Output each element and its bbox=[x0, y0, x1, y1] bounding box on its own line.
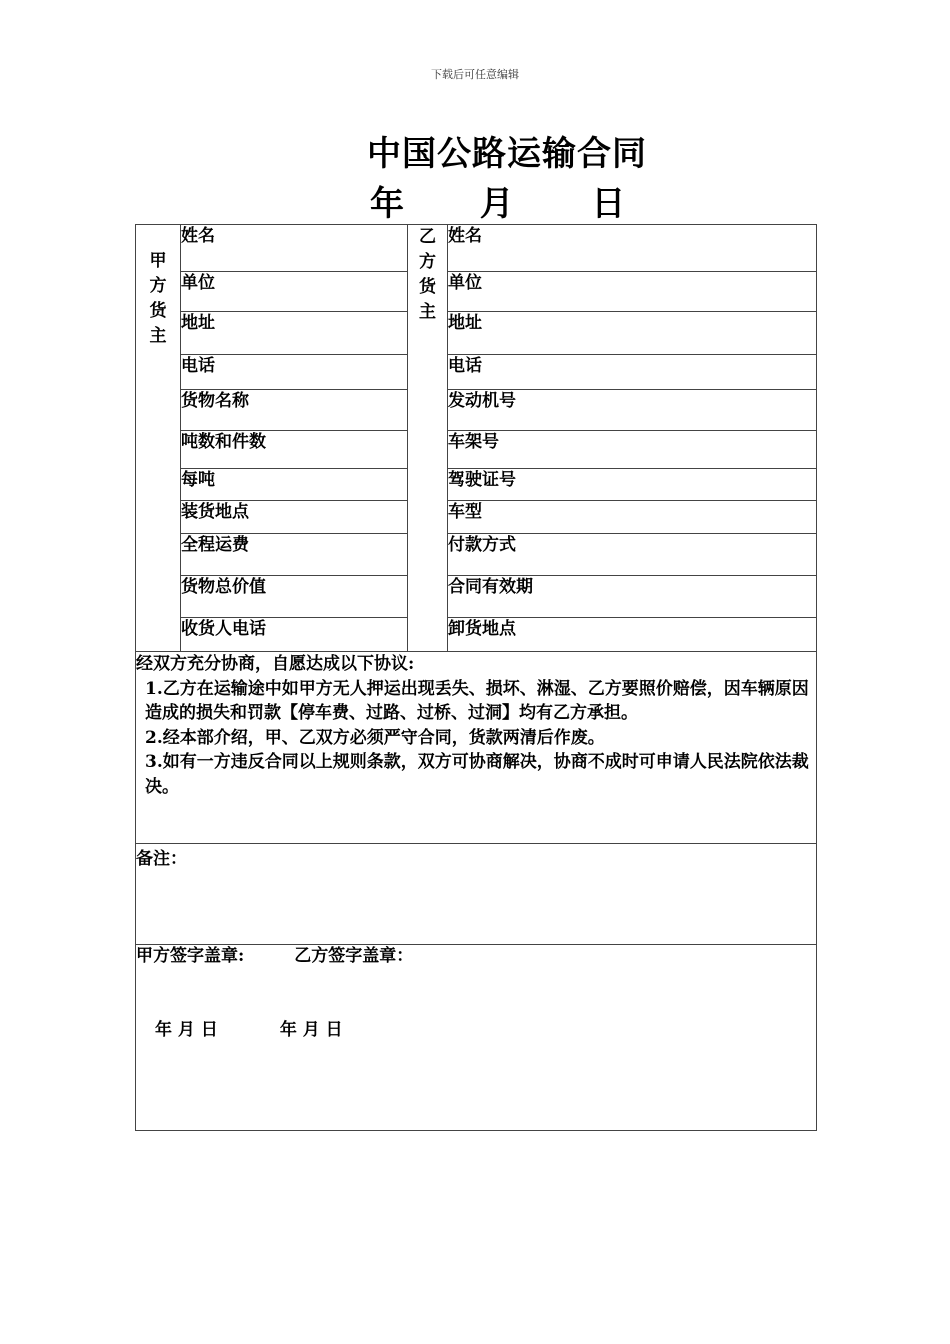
signature-dates bbox=[136, 1019, 816, 1041]
agreement-clause-1: 1.乙方在运输途中如甲方无人押运出现丢失、损坏、淋湿、乙方要照价赔偿，因车辆原因造成的损失和罚款【停车费、过路、过桥、过洞】均有乙方承担。 bbox=[145, 678, 809, 724]
agreement-section bbox=[136, 652, 817, 844]
agreement-clause-2: 2.经本部介绍，甲、乙双方必须严守合同，货款两清后作废。 bbox=[145, 727, 605, 748]
agreement-clause-3: 3.如有一方违反合同以上规则条款，双方可协商解决，协商不成时可申请人民法院依法裁决。 bbox=[145, 752, 809, 797]
party-a-field[interactable]: 收货人电话 bbox=[181, 618, 408, 652]
remarks-label: 备注： bbox=[136, 849, 187, 869]
signature-section[interactable] bbox=[136, 945, 817, 1131]
party-a-label: 甲方货主 bbox=[149, 251, 167, 346]
party-a-label-cell bbox=[136, 225, 181, 652]
party-a-field[interactable]: 姓名 bbox=[181, 225, 408, 272]
party-a-field[interactable]: 货物总价值 bbox=[181, 576, 408, 618]
remarks-section[interactable] bbox=[136, 844, 817, 945]
party-b-field[interactable]: 付款方式 bbox=[448, 534, 817, 576]
party-a-field[interactable]: 电话 bbox=[181, 355, 408, 390]
party-b-label: 乙方货主 bbox=[419, 227, 436, 322]
header-note: 下载后可任意编辑 bbox=[431, 68, 519, 81]
agreement-intro: 经双方充分协商，自愿达成以下协议: bbox=[136, 654, 415, 674]
party-a-field[interactable]: 每吨 bbox=[181, 469, 408, 501]
title-date-month: 月 bbox=[479, 184, 514, 224]
party-b-field[interactable]: 车型 bbox=[448, 501, 817, 534]
party-b-field[interactable]: 车架号 bbox=[448, 431, 817, 469]
party-a-field[interactable]: 货物名称 bbox=[181, 390, 408, 431]
party-a-field[interactable]: 装货地点 bbox=[181, 501, 408, 534]
party-a-signature-date: 年 月 日 bbox=[155, 1020, 218, 1040]
party-b-field[interactable]: 电话 bbox=[448, 355, 817, 390]
contract-table bbox=[135, 224, 817, 1131]
party-b-field[interactable]: 单位 bbox=[448, 272, 817, 312]
title-date-year: 年 bbox=[370, 184, 404, 224]
party-b-signature-date: 年 月 日 bbox=[279, 1020, 343, 1040]
signature-labels bbox=[136, 945, 816, 967]
party-a-signature-label: 甲方签字盖章: bbox=[136, 946, 245, 966]
title-date-line bbox=[370, 176, 625, 225]
party-a-field[interactable]: 吨数和件数 bbox=[181, 431, 408, 469]
party-b-field[interactable]: 发动机号 bbox=[448, 390, 817, 431]
party-b-field[interactable]: 卸货地点 bbox=[448, 618, 817, 652]
party-b-signature-label: 乙方签字盖章： bbox=[294, 946, 414, 966]
party-a-field[interactable]: 全程运费 bbox=[181, 534, 408, 576]
party-b-label-cell bbox=[408, 225, 448, 652]
party-a-field[interactable]: 地址 bbox=[181, 312, 408, 355]
party-b-field[interactable]: 地址 bbox=[448, 312, 817, 355]
party-b-field[interactable]: 驾驶证号 bbox=[448, 469, 817, 501]
title-date-day: 日 bbox=[591, 184, 626, 224]
party-b-field[interactable]: 姓名 bbox=[448, 225, 817, 272]
party-b-field[interactable]: 合同有效期 bbox=[448, 576, 817, 618]
party-a-field[interactable]: 单位 bbox=[181, 272, 408, 312]
document-title: 中国公路运输合同 bbox=[367, 134, 647, 174]
